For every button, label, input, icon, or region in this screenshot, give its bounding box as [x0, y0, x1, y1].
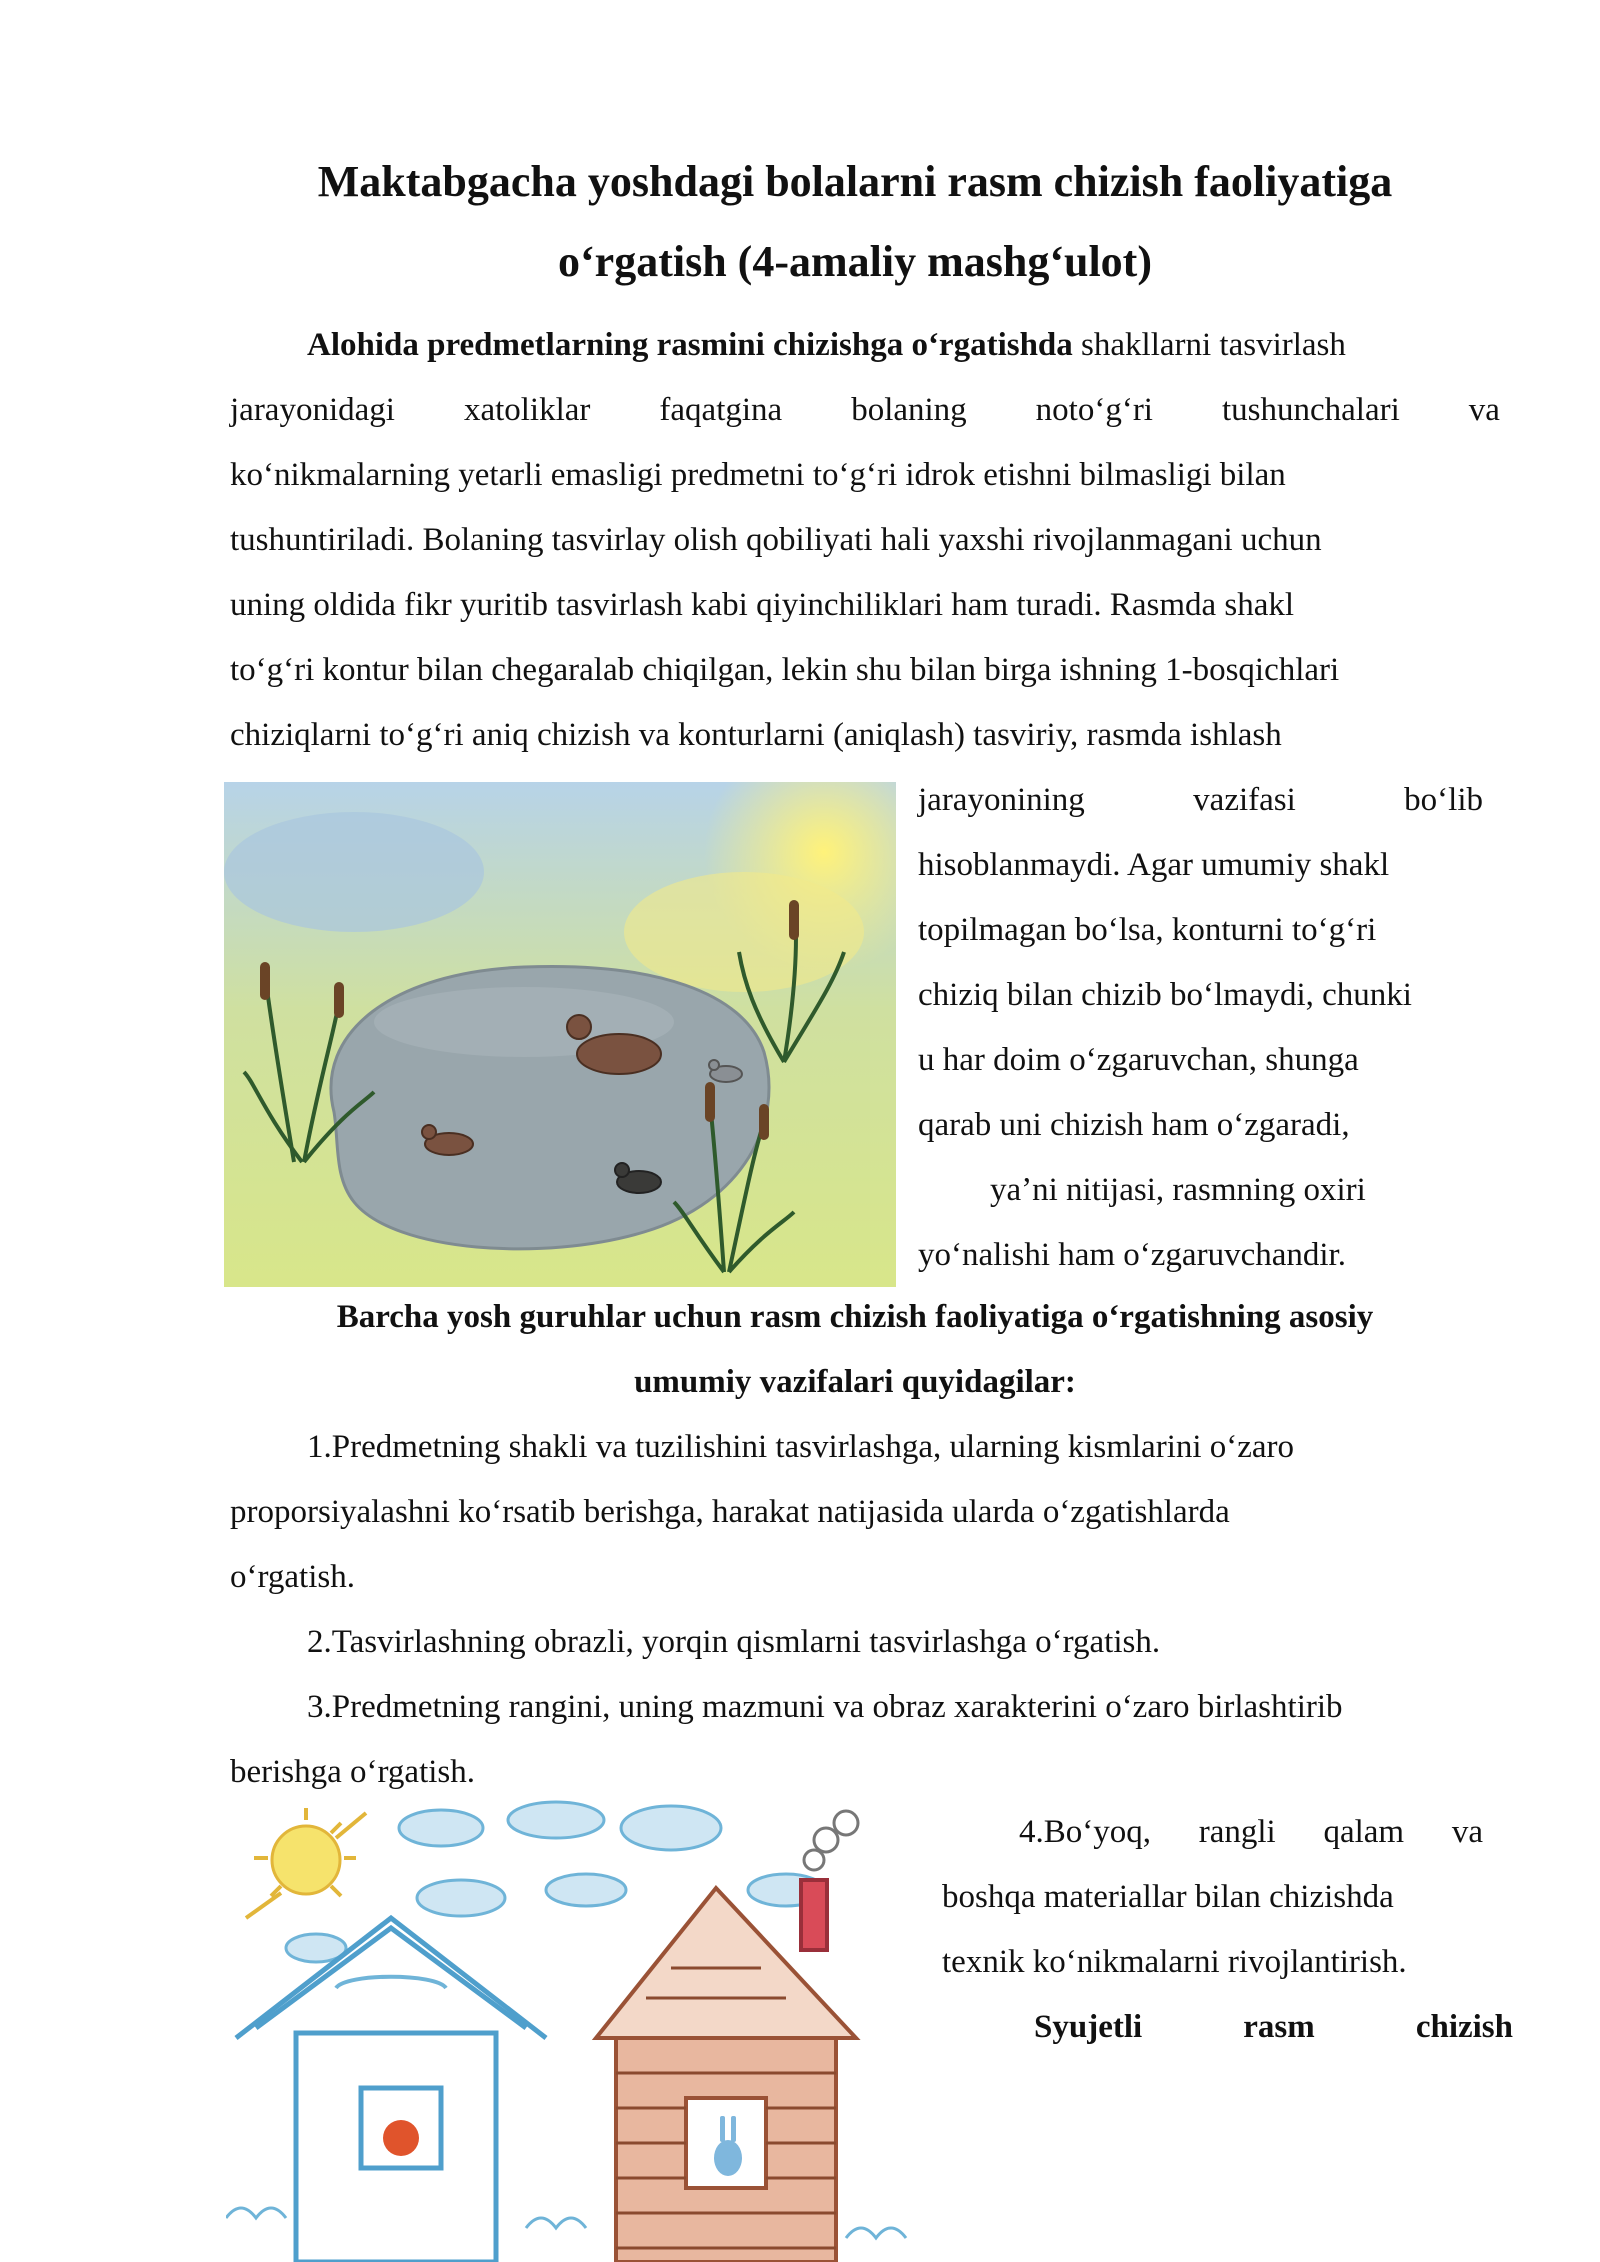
side-1-line-4: chiziq bilan chizib boʻlmaydi, chunki	[918, 977, 1412, 1013]
word: chizish	[1415, 2009, 1513, 2045]
paragraph-1-line-5: uning oldida fikr yuritib tasvirlash kabi qiyinchiliklari ham turadi. Rasmda shakl	[230, 587, 1295, 623]
word: rasm	[1243, 2009, 1315, 2045]
word: notoʻgʻri	[1035, 392, 1153, 428]
side-1-line-1	[918, 768, 1483, 833]
paragraph-1-line-1	[230, 313, 1500, 378]
list-item-3-line-1: 3.Predmetning rangini, uning mazmuni va obraz xarakterini oʻzaro birlashtirib	[307, 1689, 1343, 1725]
side-1-line-3: topilmagan boʻlsa, konturni toʻgʻri	[918, 912, 1377, 948]
word: jarayonining	[918, 782, 1085, 818]
title-line-2: oʻrgatish (4-amaliy mashgʻulot)	[558, 237, 1152, 286]
section-heading-line-2: umumiy vazifalari quyidagilar:	[634, 1364, 1076, 1400]
side-1-line-5: u har doim oʻzgaruvchan, shunga	[918, 1042, 1359, 1078]
word: xatoliklar	[463, 392, 591, 428]
side-2-line-1: 4.Boʻyoq, rangli qalam va	[1019, 1814, 1483, 1850]
side-2-line-3: texnik koʻnikmalarni rivojlantirish.	[942, 1944, 1407, 1980]
side-text-2	[942, 1800, 1513, 2060]
paragraph-1-line-4: tushuntiriladi. Bolaning tasvirlay olish qobiliyati hali yaxshi rivojlanmagani uchun	[230, 522, 1322, 558]
word: boʻlib	[1404, 782, 1483, 818]
word: jarayonidagi	[230, 392, 395, 428]
section-heading	[230, 1285, 1480, 1415]
word: vazifasi	[1193, 782, 1296, 818]
side-2-line-2: boshqa materiallar bilan chizishda	[942, 1879, 1394, 1915]
side-1-line-6: qarab uni chizish ham oʻzgaradi,	[918, 1107, 1350, 1143]
list-item-1-line-2: proporsiyalashni koʻrsatib berishga, harakat natijasida ularda oʻzgatishlarda	[230, 1494, 1230, 1530]
side-2-line-4	[942, 1995, 1513, 2060]
paragraph-1-line-6: toʻgʻri kontur bilan chegaralab chiqilgan, lekin shu bilan birga ishning 1-bosqichlari	[230, 652, 1340, 688]
paragraph-1-line-7: chiziqlarni toʻgʻri aniq chizish va konturlarni (aniqlash) tasviriy, rasmda ishlash	[230, 717, 1282, 753]
lead-rest-text: shakllarni tasvirlash	[1081, 327, 1346, 363]
pond-ducks-drawing	[224, 782, 896, 1287]
lead-bold-text: Alohida predmetlarning rasmini chizishga oʻrgatishda	[307, 327, 1073, 363]
word: Syujetli	[1034, 2009, 1143, 2045]
side-1-line-7: yaʼni nitijasi, rasmning oxiri	[990, 1172, 1366, 1208]
word: bolaning	[851, 392, 967, 428]
task-list	[230, 1415, 1500, 1805]
paragraph-1-line-2	[230, 378, 1500, 443]
section-heading-line-1: Barcha yosh guruhlar uchun rasm chizish faoliyatiga oʻrgatishning asosiy	[336, 1299, 1374, 1335]
list-item-3-line-2: berishga oʻrgatish.	[230, 1754, 476, 1790]
word: va	[1468, 392, 1500, 428]
side-1-line-8: yoʻnalishi ham oʻzgaruvchandir.	[918, 1237, 1346, 1273]
page-title	[230, 142, 1480, 302]
word: faqatgina	[659, 392, 783, 428]
paragraph-1	[230, 313, 1500, 768]
list-item-1-line-1: 1.Predmetning shakli va tuzilishini tasvirlashga, ularning kismlarini oʻzaro	[307, 1429, 1295, 1465]
list-item-2: 2.Tasvirlashning obrazli, yorqin qismlarni tasvirlashga oʻrgatish.	[307, 1624, 1161, 1660]
title-line-1: Maktabgacha yoshdagi bolalarni rasm chizish faoliyatiga	[317, 157, 1393, 206]
word: tushunchalari	[1221, 392, 1400, 428]
side-text-1	[918, 768, 1483, 1288]
list-item-1-line-3: oʻrgatish.	[230, 1559, 355, 1595]
side-1-line-2: hisoblanmaydi. Agar umumiy shakl	[918, 847, 1390, 883]
houses-drawing	[226, 1798, 918, 2262]
paragraph-1-line-3: koʻnikmalarning yetarli emasligi predmetni toʻgʻri idrok etishni bilmasligi bilan	[230, 457, 1286, 493]
